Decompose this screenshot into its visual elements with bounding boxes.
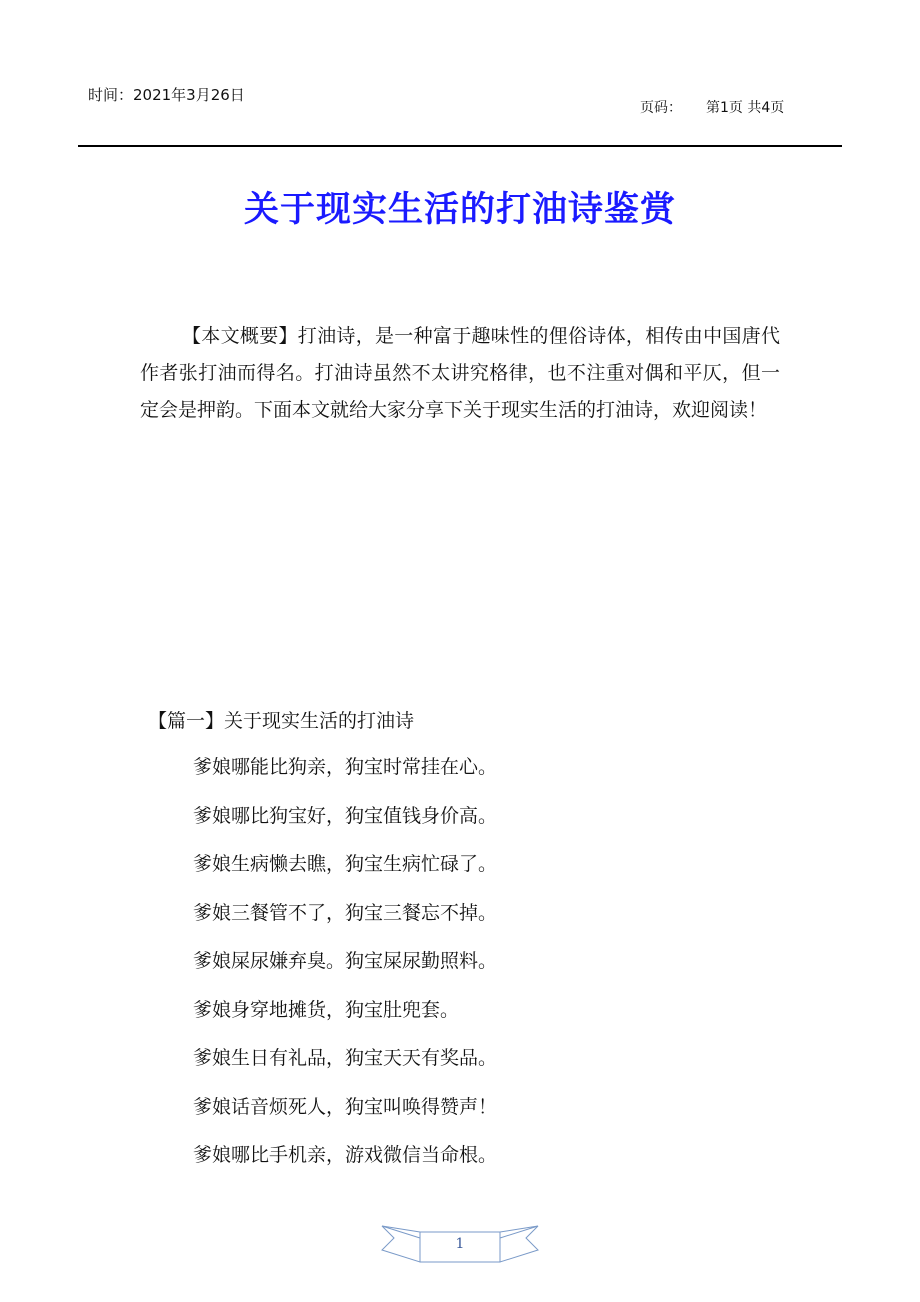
poem-lines	[193, 752, 497, 1189]
summary-paragraph: 【本文概要】打油诗，是一种富于趣味性的俚俗诗体，相传由中国唐代作者张打油而得名。打油诗虽然不太讲究格律，也不注重对偶和平仄，但一定会是押韵。下面本文就给大家分享下关于现实生活的打油诗，欢迎阅读！	[140, 325, 780, 421]
header-page-info	[640, 97, 784, 117]
poem-line: 爹娘哪能比狗亲，狗宝时常挂在心。	[193, 756, 498, 778]
document-title: 关于现实生活的打油诗鉴赏	[243, 190, 676, 230]
page-label: 页码：	[640, 100, 682, 116]
footer-page-ribbon	[380, 1222, 540, 1268]
poem-line: 爹娘三餐管不了，狗宝三餐忘不掉。	[193, 901, 498, 924]
poem-line: 爹娘屎尿嫌弃臭。狗宝屎尿勤照料。	[193, 950, 498, 972]
poem-line: 爹娘生病懒去瞧，狗宝生病忙碌了。	[193, 853, 498, 875]
poem-line: 爹娘哪比手机亲，游戏微信当命根。	[193, 1144, 498, 1166]
header-date: 时间：2021年3月26日	[88, 86, 245, 104]
poem-line: 爹娘生日有礼品，狗宝天天有奖品。	[193, 1047, 498, 1069]
footer-page-number: 1	[455, 1236, 465, 1252]
header-divider	[78, 145, 842, 147]
poem-line: 爹娘身穿地摊货，狗宝肚兜套。	[193, 998, 460, 1021]
page-count: 第1页 共4页	[706, 100, 785, 116]
poem-line: 爹娘哪比狗宝好，狗宝值钱身价高。	[193, 804, 498, 827]
section-heading: 【篇一】关于现实生活的打油诗	[148, 710, 415, 732]
poem-line: 爹娘话音烦死人，狗宝叫唤得赞声！	[193, 1095, 498, 1118]
